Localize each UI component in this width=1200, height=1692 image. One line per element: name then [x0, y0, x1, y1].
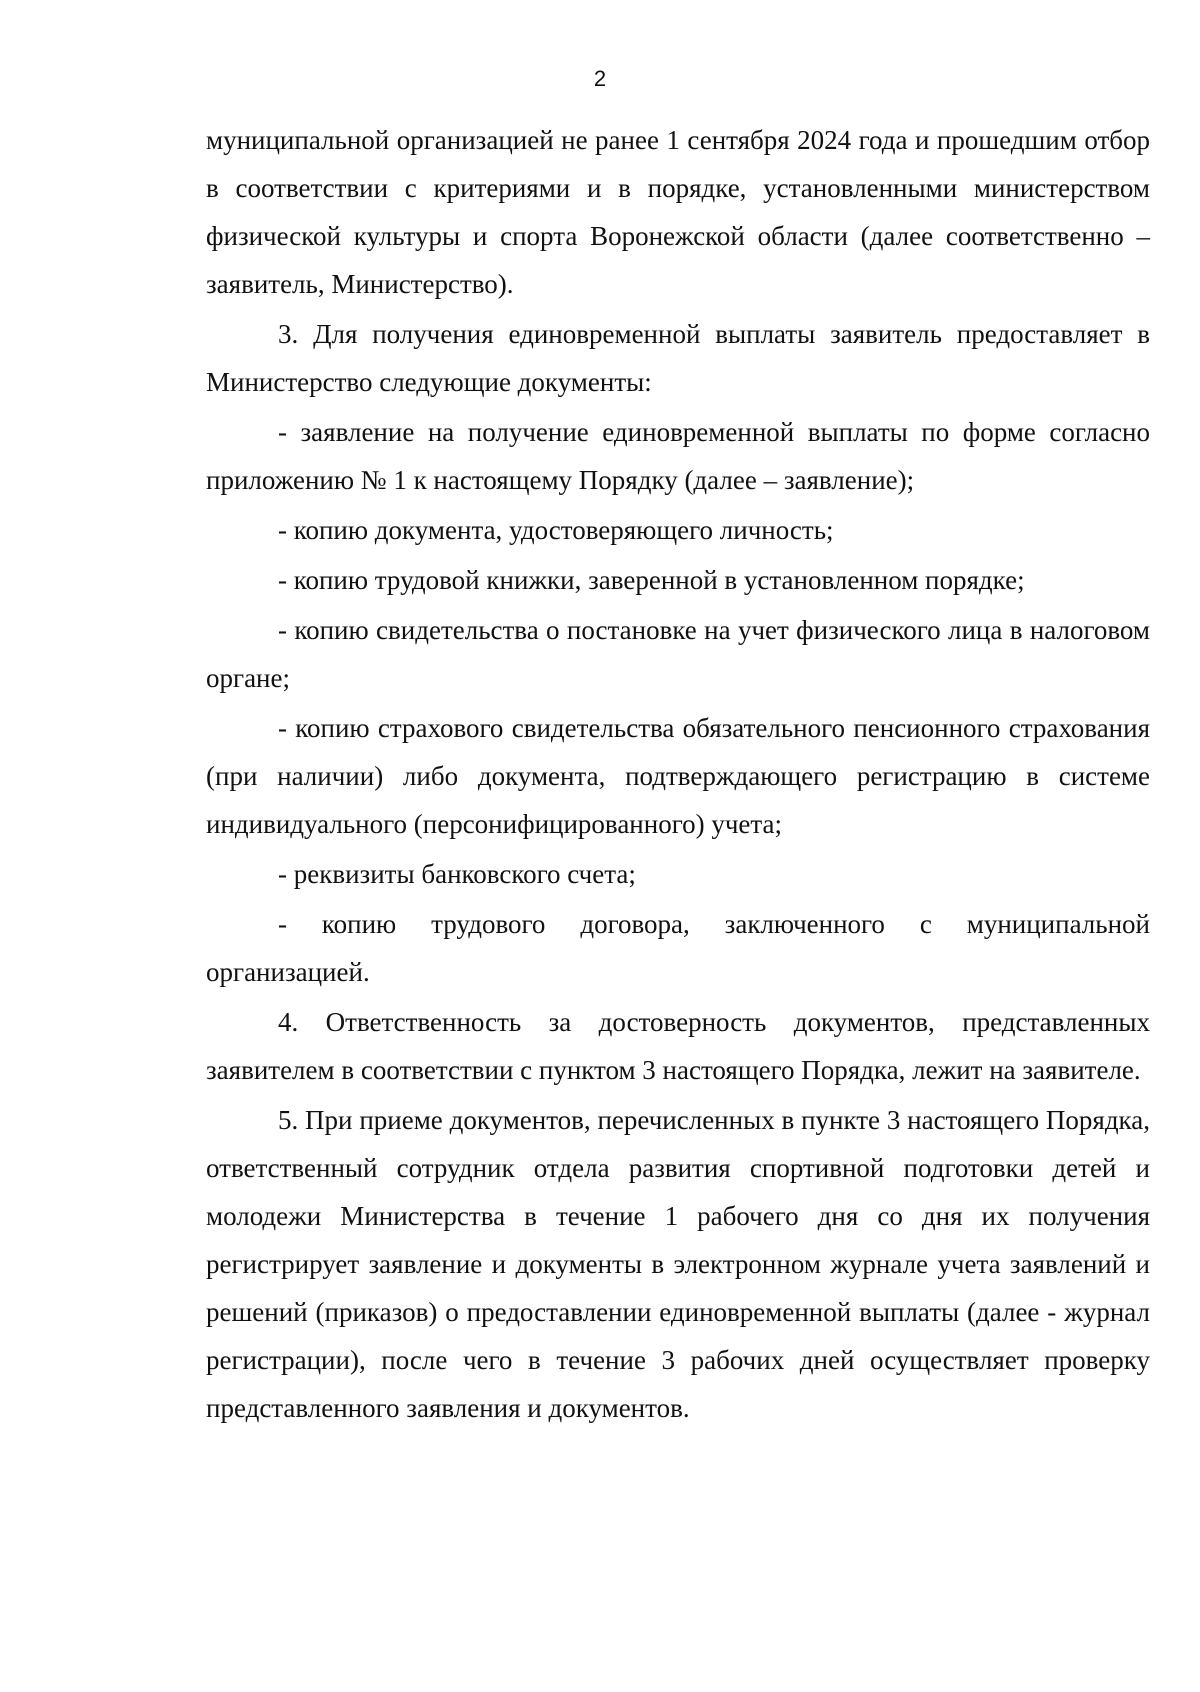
- list-item-identity-document: - копию документа, удостоверяющего личность;: [278, 515, 834, 545]
- list-item-employment-contract: - копию трудового договора, заключенного с муниципальной организацией.: [206, 909, 1150, 987]
- paragraph-continuation: муниципальной организацией не ранее 1 сентября 2024 года и прошедшим отбор в соответствии с критериями и в порядке, установленными министерством физической культуры и спорта Воронежской области (далее соответственно – заявитель, Министерство).: [206, 125, 1150, 299]
- list-item-pension-insurance: - копию страхового свидетельства обязательного пенсионного страхования (при наличии) либо документа, подтверждающего регистрацию в системе индивидуального (персонифицированного) учета;: [206, 713, 1150, 839]
- page-number: 2: [593, 66, 607, 91]
- list-item-tax-registration: - копию свидетельства о постановке на учет физического лица в налоговом органе;: [206, 615, 1150, 693]
- paragraph-item-4: 4. Ответственность за достоверность документов, представленных заявителем в соответствии с пунктом 3 настоящего Порядка, лежит на заявителе.: [206, 1007, 1150, 1085]
- document-body: [206, 116, 1150, 1432]
- paragraph-item-5: 5. При приеме документов, перечисленных в пункте 3 настоящего Порядка, ответственный сотрудник отдела развития спортивной подготовки детей и молодежи Министерства в течение 1 рабочего дня со дня их получения регистрирует заявление и документы в электронном журнале учета заявлений и решений (приказов) о предоставлении единовременной выплаты (далее - журнал регистрации), после чего в течение 3 рабочих дней осуществляет проверку представленного заявления и документов.: [206, 1105, 1150, 1423]
- paragraph-item-3: 3. Для получения единовременной выплаты заявитель предоставляет в Министерство следующие документы:: [206, 319, 1150, 397]
- list-item-bank-details: - реквизиты банковского счета;: [278, 859, 636, 889]
- list-item-application: - заявление на получение единовременной выплаты по форме согласно приложению № 1 к настоящему Порядку (далее – заявление);: [206, 417, 1150, 495]
- list-item-work-record-book: - копию трудовой книжки, заверенной в установленном порядке;: [278, 565, 1025, 595]
